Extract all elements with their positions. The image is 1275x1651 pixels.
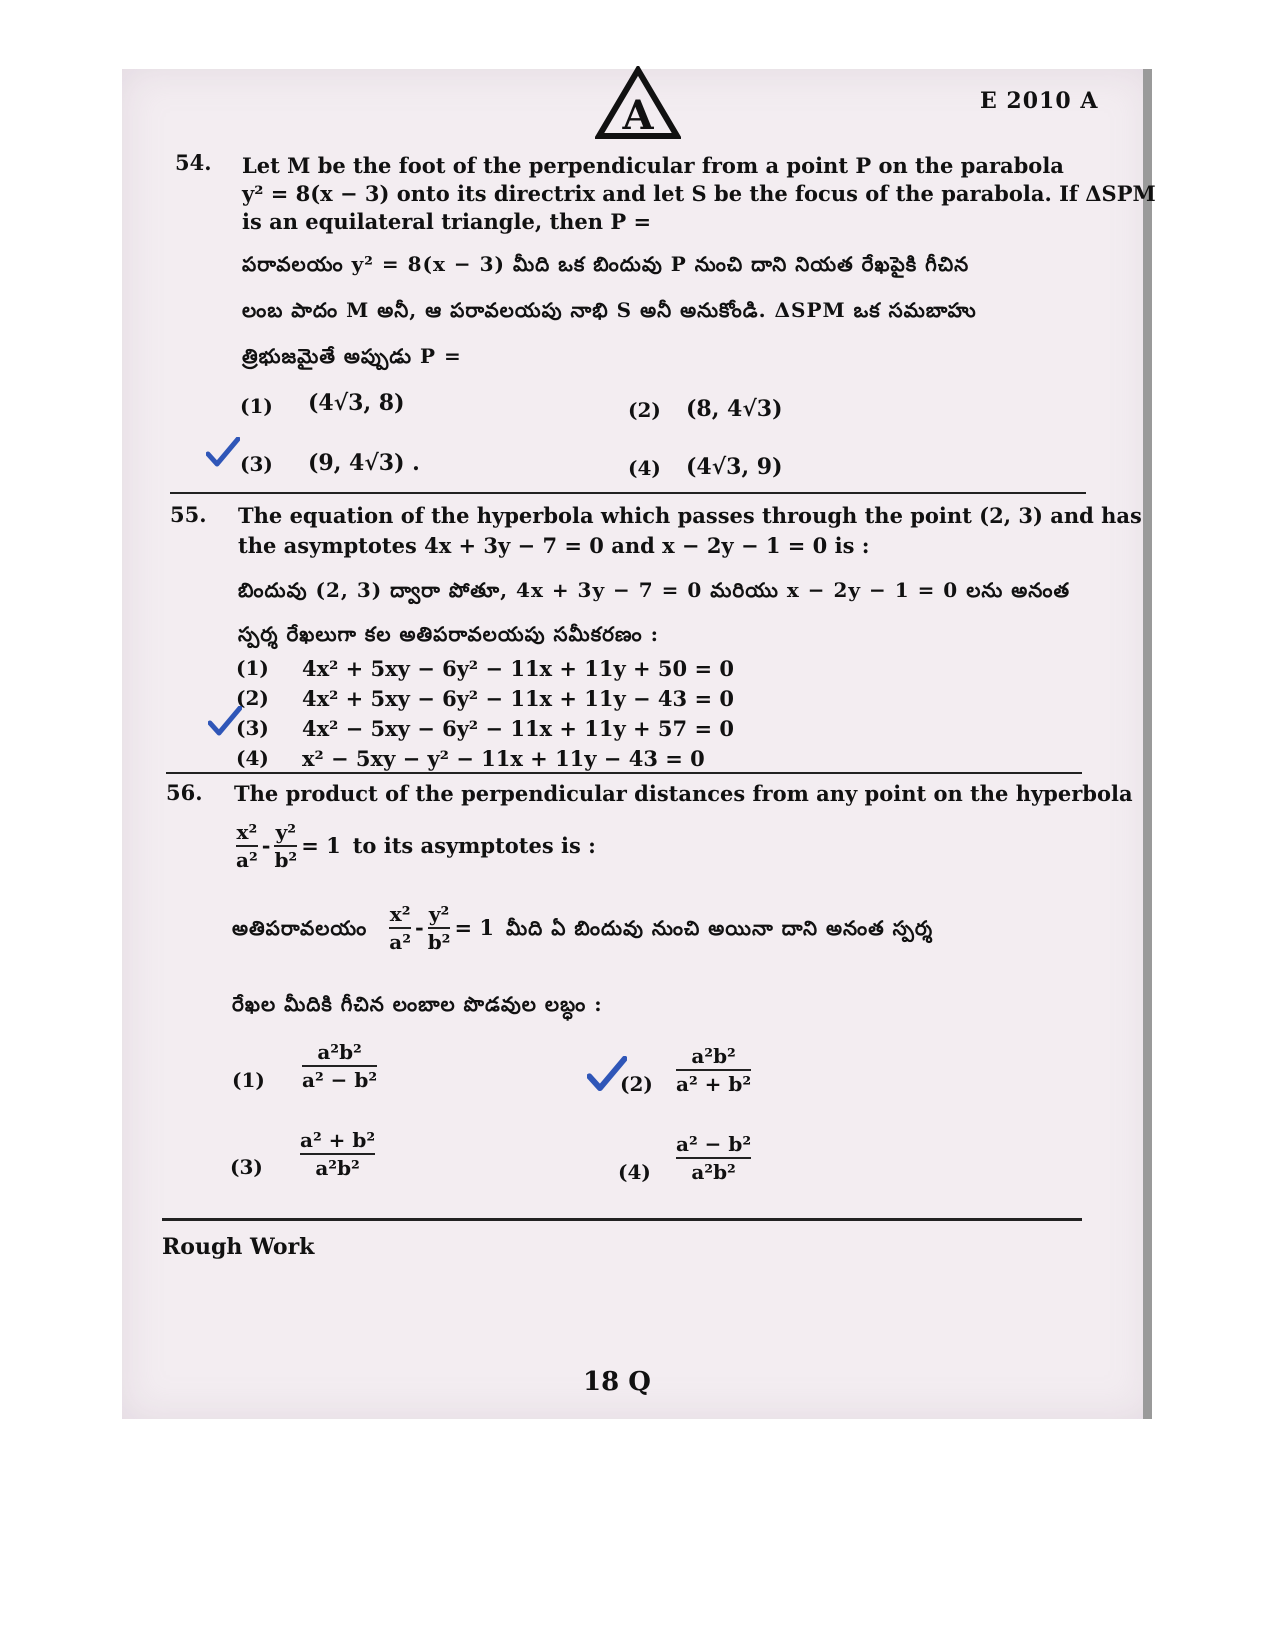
question-56-telugu-2: రేఖల మీదికి గీచిన లంబాల పొడవుల లబ్ధం : xyxy=(232,992,603,1016)
fraction-numerator: a²b² xyxy=(691,1044,736,1068)
question-56-english-1: The product of the perpendicular distances from any point on the hyperbola xyxy=(234,781,1133,806)
q54-option-2-label: (2) xyxy=(628,398,661,422)
question-54-telugu-3: త్రిభుజమైతే అప్పుడు P = xyxy=(242,344,462,368)
q55-option-2-value: 4x² + 5xy − 6y² − 11x + 11y − 43 = 0 xyxy=(302,686,734,711)
fraction xyxy=(302,1040,377,1092)
fraction-denominator: b² xyxy=(274,848,298,872)
fraction-bar xyxy=(676,1069,751,1071)
series-a-logo-icon xyxy=(595,66,681,140)
question-divider xyxy=(170,492,1086,494)
fraction-bar xyxy=(389,927,411,929)
question-54-telugu-2: లంబ పాదం M అనీ, ఆ పరావలయపు నాభి S అనీ అనుకోండి. ΔSPM ఒక సమబాహు xyxy=(242,298,977,322)
page-edge-shadow xyxy=(1143,69,1152,1419)
q56-option-3-label: (3) xyxy=(230,1155,263,1179)
fraction xyxy=(236,820,258,872)
q56-option-4-value xyxy=(672,1132,755,1184)
telugu-text: అతిపరావలయం xyxy=(232,916,368,940)
fraction-bar xyxy=(428,927,451,929)
q56-option-1-label: (1) xyxy=(232,1068,265,1092)
q55-option-1-label: (1) xyxy=(236,656,269,680)
rough-work-label: Rough Work xyxy=(162,1234,315,1260)
question-55-number: 55. xyxy=(170,502,207,527)
fraction-numerator: y² xyxy=(275,820,296,844)
fraction-denominator: a² xyxy=(236,848,258,872)
fraction-denominator: a² + b² xyxy=(676,1072,752,1096)
q54-option-1-value: (4√3, 8) xyxy=(308,390,405,416)
q56-option-2-value xyxy=(672,1044,755,1096)
q55-option-3-value: 4x² − 5xy − 6y² − 11x + 11y + 57 = 0 xyxy=(302,716,734,741)
q54-option-4-value: (4√3, 9) xyxy=(686,454,783,480)
page-number: 18 Q xyxy=(583,1367,651,1397)
fraction-bar xyxy=(236,845,258,847)
q56-option-2-label: (2) xyxy=(620,1072,653,1096)
question-55-english-2: the asymptotes 4x + 3y − 7 = 0 and x − 2y − 1 = 0 is : xyxy=(238,533,870,558)
q54-answer-check-icon xyxy=(206,437,240,467)
fraction-denominator: a²b² xyxy=(315,1156,360,1180)
fraction-bar xyxy=(676,1157,751,1159)
question-55-english-1: The equation of the hyperbola which passes through the point (2, 3) and has xyxy=(238,503,1142,528)
fraction xyxy=(274,820,297,872)
q56-option-4-label: (4) xyxy=(618,1160,651,1184)
q54-option-3-label: (3) xyxy=(240,452,273,476)
fraction-bar xyxy=(274,845,297,847)
q55-option-2-label: (2) xyxy=(236,686,269,710)
question-divider xyxy=(166,772,1082,774)
fraction-denominator: a²b² xyxy=(691,1160,736,1184)
q54-option-3-value: (9, 4√3) . xyxy=(308,450,420,476)
q54-option-2-value: (8, 4√3) xyxy=(686,396,783,422)
telugu-text: మీది ఏ బిందువు నుంచి అయినా దాని అనంత స్పర్శ xyxy=(505,916,934,940)
minus-sign: - xyxy=(414,915,424,940)
fraction-denominator: a² xyxy=(389,930,411,954)
q56-option-1-value xyxy=(298,1040,381,1092)
question-54-english-3: is an equilateral triangle, then P = xyxy=(242,209,652,234)
fraction-denominator: b² xyxy=(427,930,451,954)
rough-work-divider xyxy=(162,1218,1082,1221)
question-54-english-2: y² = 8(x − 3) onto its directrix and let S be the focus of the parabola. If ΔSPM xyxy=(242,181,1156,206)
paper-code: E 2010 A xyxy=(980,88,1099,114)
q56-option-3-value xyxy=(296,1128,379,1180)
fraction xyxy=(428,902,451,954)
question-55-telugu-1: బిందువు (2, 3) ద్వారా పోతూ, 4x + 3y − 7 = 0 మరియు x − 2y − 1 = 0 లను అనంత xyxy=(238,578,1071,602)
fraction-denominator: a² − b² xyxy=(302,1068,378,1092)
question-56-telugu-1 xyxy=(232,902,933,954)
q55-option-1-value: 4x² + 5xy − 6y² − 11x + 11y + 50 = 0 xyxy=(302,656,734,681)
question-56-hyperbola-equation xyxy=(232,820,596,872)
fraction-numerator: x² xyxy=(236,820,258,844)
equals-one: = 1 xyxy=(454,915,494,940)
q55-option-3-label: (3) xyxy=(236,716,269,740)
question-56-english-2: to its asymptotes is : xyxy=(352,833,596,858)
q55-option-4-value: x² − 5xy − y² − 11x + 11y − 43 = 0 xyxy=(302,746,705,771)
question-55-telugu-2: స్పర్శ రేఖలుగా కల అతిపరావలయపు సమీకరణం : xyxy=(238,622,659,646)
question-54-english-1: Let M be the foot of the perpendicular from a point P on the parabola xyxy=(242,153,1064,178)
fraction-numerator: a²b² xyxy=(317,1040,362,1064)
q55-option-4-label: (4) xyxy=(236,746,269,770)
fraction-numerator: a² + b² xyxy=(300,1128,376,1152)
svg-text:A: A xyxy=(622,92,654,139)
fraction-numerator: y² xyxy=(428,902,450,926)
minus-sign: - xyxy=(261,833,271,858)
question-54-number: 54. xyxy=(175,150,212,175)
fraction-numerator: a² − b² xyxy=(676,1132,752,1156)
equals-one: = 1 xyxy=(301,833,341,858)
q54-option-1-label: (1) xyxy=(240,394,273,418)
fraction xyxy=(300,1128,375,1180)
fraction-bar xyxy=(302,1065,377,1067)
q54-option-4-label: (4) xyxy=(628,456,661,480)
fraction-numerator: x² xyxy=(389,902,411,926)
fraction-bar xyxy=(300,1153,375,1155)
fraction xyxy=(676,1132,751,1184)
question-54-telugu-1: పరావలయం y² = 8(x − 3) మీది ఒక బిందువు P నుంచి దాని నియత రేఖపైకి గీచిన xyxy=(242,252,970,276)
question-56-number: 56. xyxy=(166,780,203,805)
fraction xyxy=(676,1044,751,1096)
fraction xyxy=(389,902,411,954)
